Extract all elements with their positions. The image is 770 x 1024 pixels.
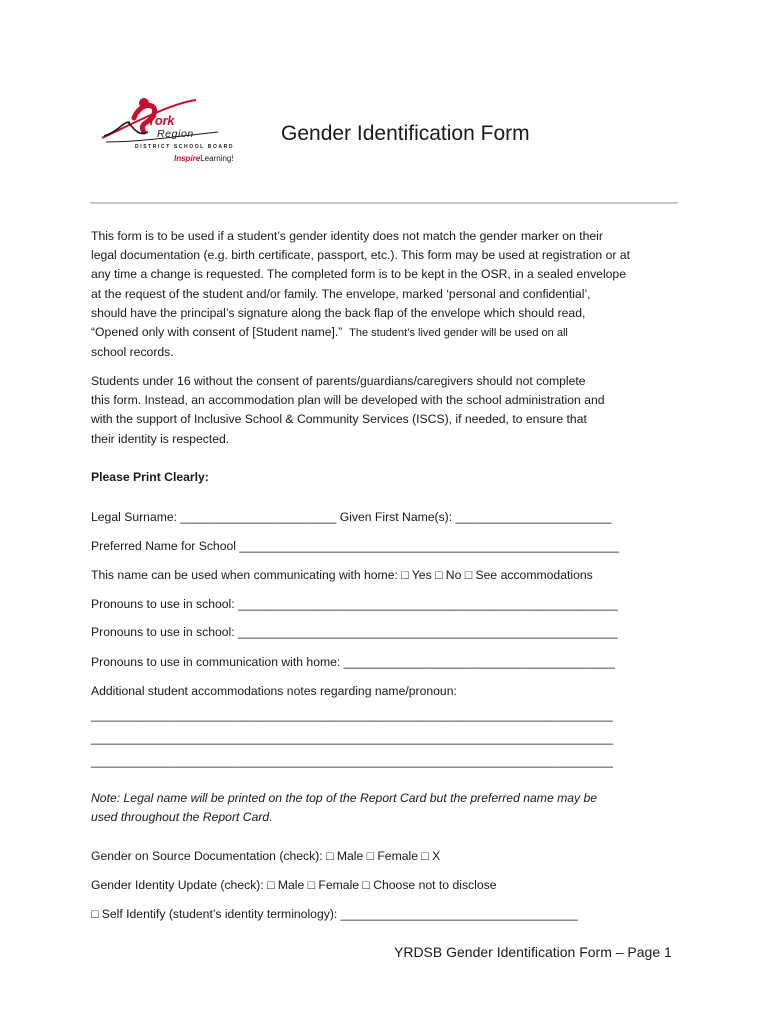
pronouns-home-field[interactable]: Pronouns to use in communication with home: ________________________________________ — [91, 655, 615, 669]
note-line: Note: Legal name will be printed on the top of the Report Card but the preferred name may be — [91, 791, 598, 805]
intro-line: should have the principal’s signature along the back flap of the envelope which should read, — [91, 305, 586, 320]
accommodations-label: Additional student accommodations notes regarding name/pronoun: — [91, 684, 457, 698]
self-identify-field[interactable]: □ Self Identify (student’s identity terminology): ___________________________________ — [91, 907, 578, 921]
logo-district-text: DISTRICT SCHOOL BOARD — [135, 144, 235, 150]
lived-gender-text: The student’s lived gender will be used on all — [349, 327, 568, 340]
gender-source-checkboxes[interactable]: Gender on Source Documentation (check): □ Male □ Female □ X — [91, 849, 441, 863]
gender-update-checkboxes[interactable]: Gender Identity Update (check): □ Male □ Female □ Choose not to disclose — [91, 878, 497, 892]
intro-line-6 — [91, 323, 691, 343]
logo-york-text: York — [147, 113, 175, 128]
yrdsb-logo — [100, 92, 250, 172]
intro-paragraph — [91, 227, 691, 362]
under16-line: with the support of Inclusive School & Community Services (ISCS), if needed, to ensure that — [91, 412, 587, 427]
page-title: Gender Identification Form — [281, 122, 530, 145]
logo-region-text: Region — [157, 128, 194, 140]
logo-learning-text: Learning! — [200, 154, 234, 163]
legal-surname-field[interactable]: Legal Surname: _______________________ Given First Name(s): _______________________ — [91, 510, 612, 524]
intro-line: legal documentation (e.g. birth certificate, passport, etc.). This form may be used at registration or at — [91, 248, 630, 263]
consent-quote: “Opened only with consent of [Student name].” — [91, 325, 343, 340]
header-divider — [90, 202, 678, 204]
under16-line: Students under 16 without the consent of parents/guardians/caregivers should not complete — [91, 374, 586, 388]
note-line: used throughout the Report Card. — [91, 810, 273, 824]
preferred-name-field[interactable]: Preferred Name for School ________________________________________________________ — [91, 539, 619, 553]
intro-line: any time a change is requested. The completed form is to be kept in the OSR, in a sealed envelope — [91, 267, 626, 282]
logo-tagline — [174, 154, 234, 163]
pronouns-school-field[interactable]: Pronouns to use in school: ________________________________________________________ — [91, 597, 618, 611]
print-clearly-heading: Please Print Clearly: — [91, 470, 209, 484]
page-footer: YRDSB Gender Identification Form – Page 1 — [394, 944, 672, 960]
intro-line: This form is to be used if a student’s gender identity does not match the gender marker on their — [91, 229, 603, 243]
accommodations-line[interactable]: _____________________________________________________________________________ — [91, 731, 613, 745]
intro-line: school records. — [91, 345, 174, 360]
under16-line: their identity is respected. — [91, 431, 230, 446]
under16-line: this form. Instead, an accommodation plan will be developed with the school administration and — [91, 393, 605, 408]
logo-inspire-text: Inspire — [174, 154, 201, 163]
intro-line: at the request of the student and/or family. The envelope, marked ‘personal and confidential’, — [91, 286, 591, 301]
report-card-note — [91, 789, 597, 827]
pronouns-school-field[interactable]: Pronouns to use in school: ________________________________________________________ — [91, 625, 618, 639]
under16-paragraph — [91, 372, 691, 449]
accommodations-line[interactable]: _____________________________________________________________________________ — [91, 708, 613, 722]
accommodations-line[interactable]: _____________________________________________________________________________ — [91, 754, 613, 768]
home-name-checkboxes[interactable]: This name can be used when communicating with home: □ Yes □ No □ See accommodations — [91, 568, 593, 582]
